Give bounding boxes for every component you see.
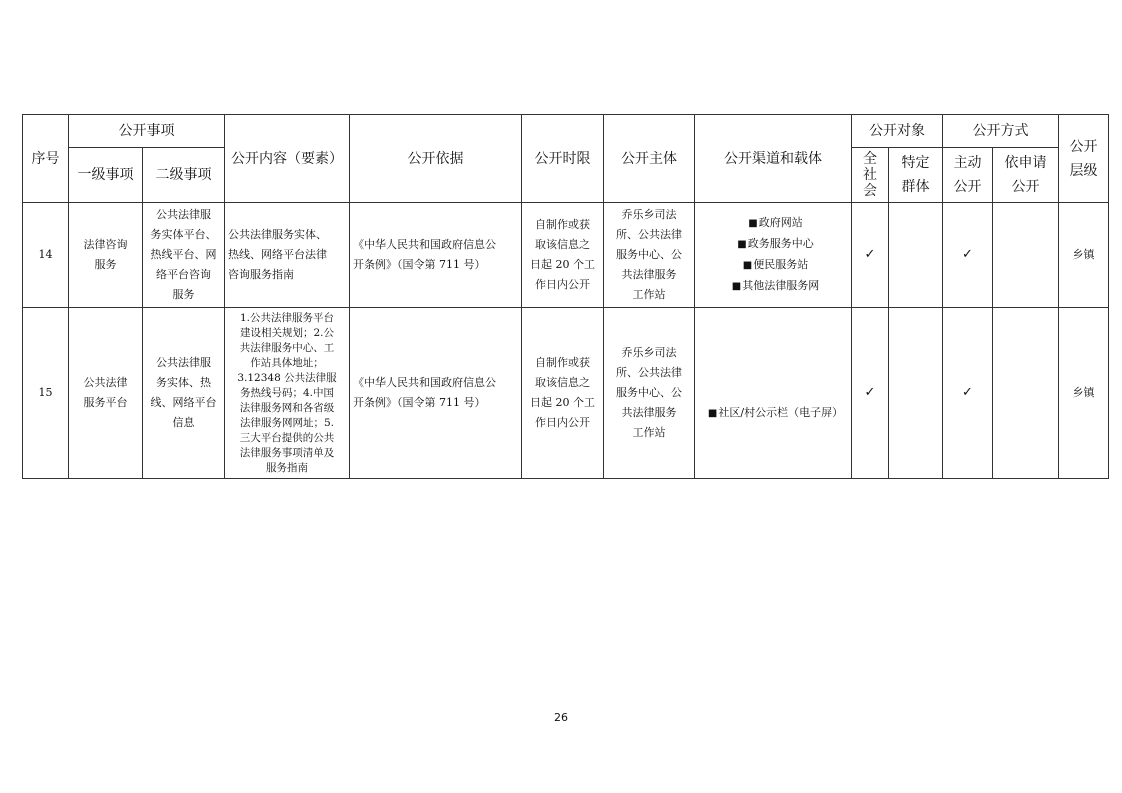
cell-line: 日起 20 个工 (530, 258, 595, 271)
cell-line: 法律服务网网址；5. (239, 416, 335, 429)
header-channel: 公开渠道和载体 (695, 115, 852, 203)
header-method-apply-line: 公开 (1011, 179, 1040, 195)
channel-item-label: 社区/村公示栏（电子屏） (718, 405, 844, 419)
cell-line: 法律服务网和各省级 (239, 401, 335, 414)
channel-item-label: 政务服务中心 (747, 237, 814, 250)
cell-line: 共法律服务 (621, 268, 677, 281)
cell-channel (695, 203, 852, 308)
header-method-active (943, 148, 993, 203)
header-method-active-line: 公开 (953, 179, 982, 195)
cell-line: 法律咨询 (83, 238, 128, 251)
cell-line: 《中华人民共和国政府信息公 (353, 376, 496, 389)
square-bullet-icon: ■ (707, 407, 718, 419)
header-level-line: 层级 (1069, 162, 1098, 179)
cell-basis (350, 308, 522, 479)
cell-line: 信息 (172, 416, 195, 429)
cell-line: 服务中心、公 (616, 386, 682, 399)
channel-item (703, 403, 848, 424)
cell-level2 (143, 203, 225, 308)
cell-line: 共法律服务中心、工 (239, 341, 335, 354)
cell-seq: 15 (23, 308, 69, 479)
cell-line: 服务 (172, 288, 195, 301)
cell-line: 工作站 (632, 288, 666, 301)
cell-line: 法律服务事项清单及 (239, 446, 335, 459)
cell-line: 开条例》（国令第 711 号） (353, 258, 486, 271)
square-bullet-icon: ■ (737, 239, 747, 250)
cell-line: 公共法律服 (156, 208, 211, 221)
cell-basis (350, 203, 522, 308)
header-method-active-line: 主动 (953, 155, 982, 171)
cell-line: 络平台咨询 (156, 268, 211, 281)
square-bullet-icon: ■ (731, 281, 742, 292)
header-basis: 公开依据 (350, 115, 522, 203)
cell-method-apply-check (993, 203, 1059, 308)
cell-level1 (69, 203, 143, 308)
table-row (23, 203, 1109, 308)
cell-line: 3.12348 公共法律服 (237, 371, 337, 384)
cell-line: 自制作或获 (535, 356, 590, 369)
cell-line: 公共法律服 (156, 356, 211, 369)
cell-line: 务实体平台、 (150, 228, 217, 241)
cell-line: 线、网络平台 (150, 396, 217, 409)
header-target-specific-line: 群体 (901, 179, 930, 195)
header-method-apply (993, 148, 1059, 203)
cell-line: 热线、网络平台法律 (228, 248, 327, 261)
cell-line: 热线平台、网 (150, 248, 217, 261)
header-target-all-char: 全 (863, 151, 877, 167)
cell-line: 取该信息之 (535, 238, 590, 251)
header-target-all (852, 148, 889, 203)
cell-line: 日起 20 个工 (530, 396, 595, 409)
header-level1: 一级事项 (69, 148, 143, 203)
cell-level: 乡镇 (1059, 203, 1109, 308)
cell-line: 开条例》（国令第 711 号） (353, 396, 486, 409)
cell-line: 作站具体地址； (250, 356, 324, 369)
cell-line: 1.公共法律服务平台 (239, 311, 335, 324)
cell-method-active-check: ✓ (943, 203, 993, 308)
cell-line: 乔乐乡司法 (621, 208, 677, 221)
cell-line: 公共法律服务实体、 (228, 228, 327, 241)
cell-line: 工作站 (632, 426, 666, 439)
cell-method-active-check: ✓ (943, 308, 993, 479)
cell-time-limit (522, 203, 604, 308)
cell-line: 务实体、热 (156, 376, 211, 389)
cell-level1 (69, 308, 143, 479)
cell-content (225, 308, 350, 479)
header-time-limit: 公开时限 (522, 115, 604, 203)
channel-item (703, 234, 848, 255)
cell-line: 作日内公开 (535, 416, 590, 429)
header-level-line: 公开 (1069, 138, 1098, 155)
disclosure-table (22, 114, 1109, 479)
header-method-group: 公开方式 (943, 115, 1059, 148)
cell-subject (604, 203, 695, 308)
header-level2: 二级事项 (143, 148, 225, 203)
cell-subject (604, 308, 695, 479)
cell-line: 所、公共法律 (616, 366, 682, 379)
cell-line: 服务平台 (83, 396, 128, 409)
cell-level2 (143, 308, 225, 479)
channel-item (703, 255, 848, 276)
header-seq: 序号 (23, 115, 69, 203)
header-target-all-char: 会 (863, 183, 877, 199)
cell-line: 服务指南 (266, 461, 308, 474)
cell-seq: 14 (23, 203, 69, 308)
channel-item (703, 213, 848, 234)
header-target-all-char: 社 (863, 167, 877, 183)
cell-line: 三大平台提供的公共 (239, 431, 335, 444)
cell-line: 所、公共法律 (616, 228, 682, 241)
square-bullet-icon: ■ (748, 218, 758, 229)
cell-line: 务热线号码；4.中国 (239, 386, 335, 399)
square-bullet-icon: ■ (742, 260, 753, 271)
cell-level: 乡镇 (1059, 308, 1109, 479)
header-target-specific-line: 特定 (901, 155, 930, 171)
cell-line: 取该信息之 (535, 376, 590, 389)
cell-line: 服务中心、公 (616, 248, 682, 261)
cell-time-limit (522, 308, 604, 479)
page-number: 26 (554, 711, 568, 724)
header-target-specific (889, 148, 943, 203)
header-target-group: 公开对象 (852, 115, 943, 148)
cell-line: 乔乐乡司法 (621, 346, 677, 359)
header-subject: 公开主体 (604, 115, 695, 203)
channel-item-label: 便民服务站 (753, 258, 809, 271)
cell-target-specific-check (889, 308, 943, 479)
header-level (1059, 115, 1109, 203)
cell-line: 自制作或获 (535, 218, 590, 231)
header-content: 公开内容（要素） (225, 115, 350, 203)
table-row (23, 308, 1109, 479)
channel-item (703, 276, 848, 297)
channel-item-label: 政府网站 (758, 216, 803, 229)
cell-line: 《中华人民共和国政府信息公 (353, 238, 496, 251)
cell-channel (695, 308, 852, 479)
header-method-apply-line: 依申请 (1004, 155, 1047, 171)
header-items-group: 公开事项 (69, 115, 225, 148)
cell-content (225, 203, 350, 308)
cell-line: 共法律服务 (621, 406, 677, 419)
cell-line: 服务 (94, 258, 117, 271)
cell-target-all-check: ✓ (852, 308, 889, 479)
cell-line: 建设相关规划；2.公 (239, 326, 335, 339)
cell-line: 咨询服务指南 (228, 268, 294, 281)
channel-item-label: 其他法律服务网 (742, 279, 820, 292)
cell-method-apply-check (993, 308, 1059, 479)
cell-target-specific-check (889, 203, 943, 308)
cell-line: 作日内公开 (535, 278, 590, 291)
cell-target-all-check: ✓ (852, 203, 889, 308)
cell-line: 公共法律 (83, 376, 128, 389)
